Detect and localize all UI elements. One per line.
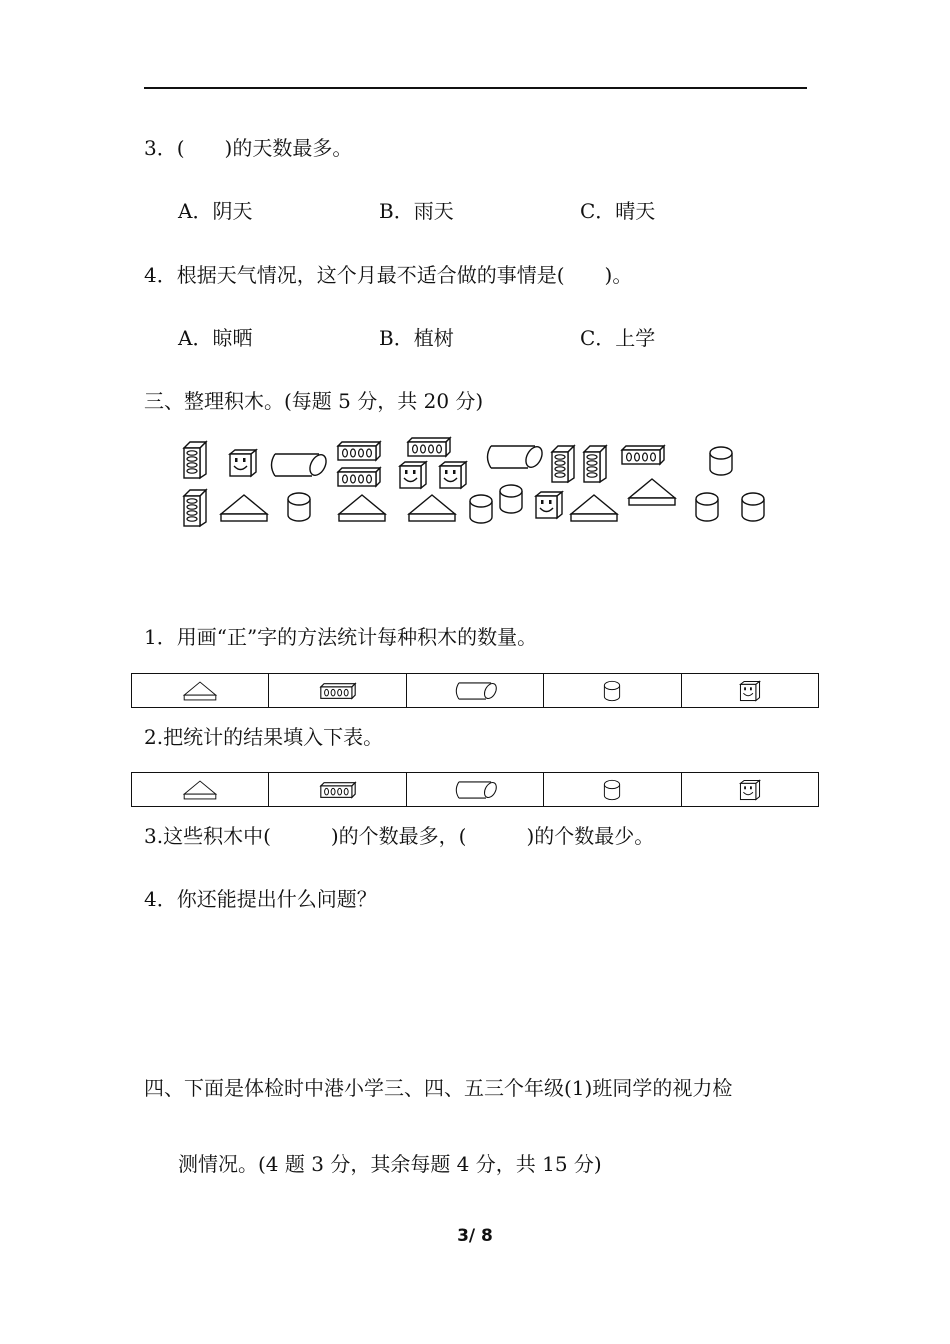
section-3-question-4: 4．你还能提出什么问题？	[144, 887, 377, 911]
smiley-cube-icon	[739, 778, 761, 802]
cylinder-upright-icon	[603, 778, 621, 802]
tally-cell-smiley-cube[interactable]	[681, 674, 818, 708]
result-cell-cylinder-upright[interactable]	[544, 773, 681, 807]
flat-brick-icon	[319, 682, 357, 700]
question-3-option-a: A．阴天	[178, 199, 253, 223]
question-4-stem: 4．根据天气情况，这个月最不适合做的事情是( )。	[144, 263, 633, 287]
cylinder-lying-icon	[452, 680, 498, 702]
smiley-cube-icon	[739, 679, 761, 703]
question-4-option-c: C．上学	[580, 326, 656, 350]
tall-brick-icon	[552, 446, 574, 482]
tall-brick-icon	[184, 442, 206, 478]
header-rule	[144, 87, 807, 89]
cylinder-lying-icon	[452, 779, 498, 801]
smiley-cube-icon	[230, 450, 256, 476]
section-4-title-line-2: 测情况。(4 题 3 分，其余每题 4 分，共 15 分)	[178, 1152, 602, 1176]
cylinder-upright-icon	[603, 679, 621, 703]
flat-brick-icon	[338, 442, 380, 460]
section-4-title-line-1: 四、下面是体检时中港小学三、四、五三个年级(1)班同学的视力检	[144, 1076, 733, 1100]
result-cell-flat-brick[interactable]	[269, 773, 406, 807]
smiley-cube-icon	[536, 492, 562, 518]
section-3-question-2: 2.把统计的结果填入下表。	[144, 725, 384, 749]
triangular-prism-icon	[182, 680, 218, 702]
question-4-option-a: A．晾晒	[178, 326, 253, 350]
tally-table	[131, 673, 819, 708]
section-3-question-3: 3.这些积木中( )的个数最多，( )的个数最少。	[144, 824, 655, 848]
cylinder-upright-icon	[710, 447, 732, 475]
smiley-cube-icon	[400, 462, 426, 488]
cylinder-lying-icon	[272, 452, 330, 478]
cylinder-upright-icon	[470, 495, 492, 523]
flat-brick-icon	[319, 781, 357, 799]
cylinder-upright-icon	[696, 493, 718, 521]
tally-cell-prism[interactable]	[132, 674, 269, 708]
tally-cell-cylinder-upright[interactable]	[544, 674, 681, 708]
question-3-stem: 3．( )的天数最多。	[144, 136, 353, 160]
flat-brick-icon	[338, 468, 380, 486]
flat-brick-icon	[408, 438, 450, 456]
cylinder-upright-icon	[742, 493, 764, 521]
section-3-title: 三、整理积木。(每题 5 分，共 20 分)	[144, 389, 484, 413]
building-blocks-figure	[176, 434, 786, 534]
triangular-prism-icon	[571, 495, 617, 521]
cylinder-lying-icon	[488, 444, 546, 470]
tally-cell-cylinder-lying[interactable]	[406, 674, 543, 708]
result-cell-prism[interactable]	[132, 773, 269, 807]
triangular-prism-icon	[629, 479, 675, 505]
cylinder-upright-icon	[500, 485, 522, 513]
question-3-option-c: C．晴天	[580, 199, 656, 223]
result-cell-cylinder-lying[interactable]	[406, 773, 543, 807]
smiley-cube-icon	[440, 462, 466, 488]
tally-cell-flat-brick[interactable]	[269, 674, 406, 708]
flat-brick-icon	[622, 446, 664, 464]
tall-brick-icon	[584, 446, 606, 482]
cylinder-upright-icon	[288, 493, 310, 521]
triangular-prism-icon	[221, 495, 267, 521]
triangular-prism-icon	[339, 495, 385, 521]
tall-brick-icon	[184, 490, 206, 526]
result-table	[131, 772, 819, 807]
question-3-option-b: B．雨天	[379, 199, 454, 223]
section-3-question-1: 1．用画“正”字的方法统计每种积木的数量。	[144, 625, 538, 649]
result-cell-smiley-cube[interactable]	[681, 773, 818, 807]
question-4-option-b: B．植树	[379, 326, 454, 350]
page-number: 3/ 8	[457, 1226, 493, 1246]
triangular-prism-icon	[409, 495, 455, 521]
triangular-prism-icon	[182, 779, 218, 801]
